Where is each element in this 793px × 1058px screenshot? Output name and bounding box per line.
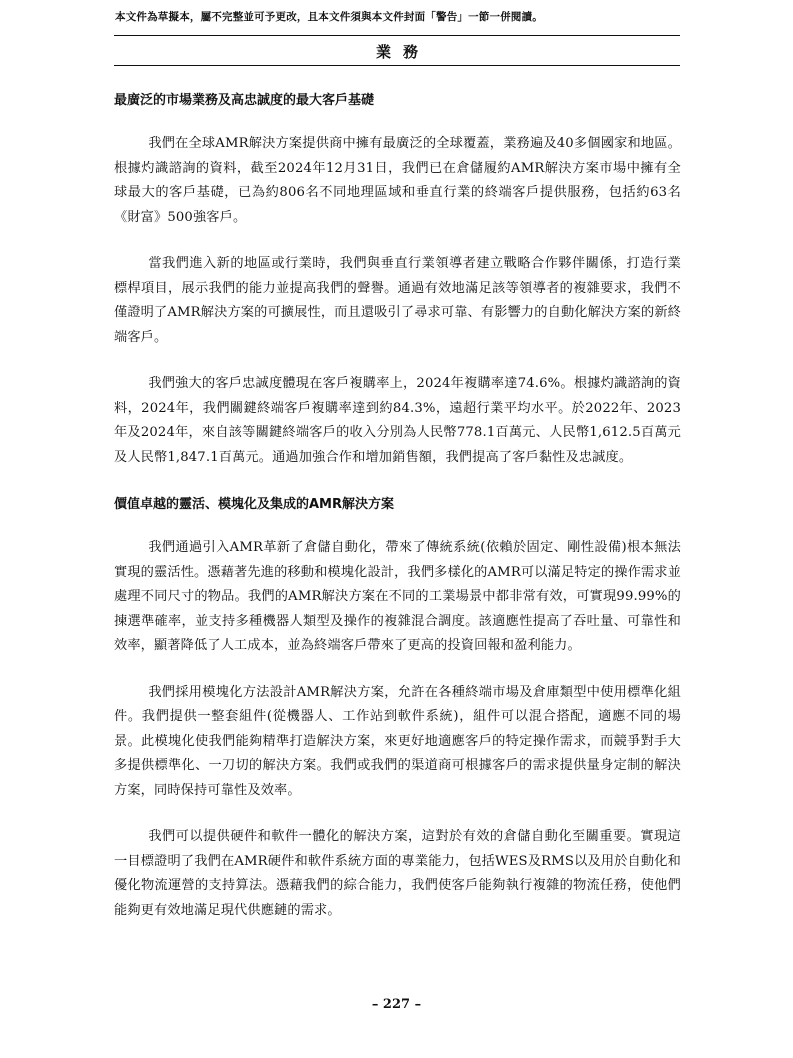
section-heading: 價值卓越的靈活、模塊化及集成的AMR解決方案 xyxy=(114,497,395,512)
paragraph: 我們通過引入AMR革新了倉儲自動化，帶來了傳統系統(依賴於固定、剛性設備)根本無法實現的靈活性。憑藉著先進的移動和模塊化設計，我們多樣化的AMR可以滿足特定的操作需求並處理不同尺寸的物品。我們的AMR解決方案在不同的工業場景中都非常有效，可實現99.99%的揀選準確率，並支持多種機器人類型及操作的複雜混合調度。該適應性提高了吞吐量、可靠性和效率，顯著降低了人工成本，並為終端客戶帶來了更高的投資回報和盈利能力。 xyxy=(114,540,681,653)
page-number: – 227 – xyxy=(371,997,422,1012)
section-title: 業務 xyxy=(375,43,430,61)
paragraph: 我們可以提供硬件和軟件一體化的解決方案，這對於有效的倉儲自動化至關重要。實現這一目標證明了我們在AMR硬件和軟件系統方面的專業能力，包括WES及RMS以及用於自動化和優化物流運營的支持算法。憑藉我們的綜合能力，我們使客戶能夠執行複雜的物流任務，使他們能夠更有效地滿足現代供應鏈的需求。 xyxy=(114,829,681,918)
paragraph: 我們在全球AMR解決方案提供商中擁有最廣泛的全球覆蓋，業務遍及40多個國家和地區。根據灼識諮詢的資料，截至2024年12月31日，我們已在倉儲履約AMR解決方案市場中擁有全球最大的客戶基礎，已為約806名不同地理區域和垂直行業的終端客戶提供服務，包括約63名《財富》500強客戶。 xyxy=(114,136,681,225)
draft-warning-banner: 本文件為草擬本，屬不完整並可予更改，且本文件須與本文件封面「警告」一節一併閱讀。 xyxy=(115,11,543,23)
paragraph: 我們強大的客戶忠誠度體現在客戶複購率上，2024年複購率達74.6%。根據灼識諮詢的資料，2024年，我們關鍵終端客戶複購率達到約84.3%，遠超行業平均水平。於2022年、2023年及2024年，來自該等關鍵終端客戶的收入分別為人民幣778.1百萬元、人民幣1,612.5百萬元及人民幣1,847.1百萬元。通過加強合作和增加銷售額，我們提高了客戶黏性及忠誠度。 xyxy=(114,376,681,465)
top-rule xyxy=(114,35,680,36)
document-body xyxy=(114,88,681,923)
paragraph: 當我們進入新的地區或行業時，我們與垂直行業領導者建立戰略合作夥伴關係，打造行業標桿項目，展示我們的能力並提高我們的聲譽。通過有效地滿足該等領導者的複雜要求，我們不僅證明了AMR解決方案的可擴展性，而且還吸引了尋求可靠、有影響力的自動化解決方案的新終端客戶。 xyxy=(114,256,681,345)
paragraph: 我們採用模塊化方法設計AMR解決方案，允許在各種終端市場及倉庫類型中使用標準化組件。我們提供一整套組件(從機器人、工作站到軟件系統)，組件可以混合搭配，適應不同的場景。此模塊化使我們能夠精準打造解決方案，來更好地適應客戶的特定操作需求，而競爭對手大多提供標準化、一刀切的解決方案。我們或我們的渠道商可根據客戶的需求提供量身定制的解決方案，同時保持可靠性及效率。 xyxy=(114,684,681,798)
header-rule xyxy=(114,65,680,66)
section-heading: 最廣泛的市場業務及高忠誠度的最大客戶基礎 xyxy=(114,93,375,108)
